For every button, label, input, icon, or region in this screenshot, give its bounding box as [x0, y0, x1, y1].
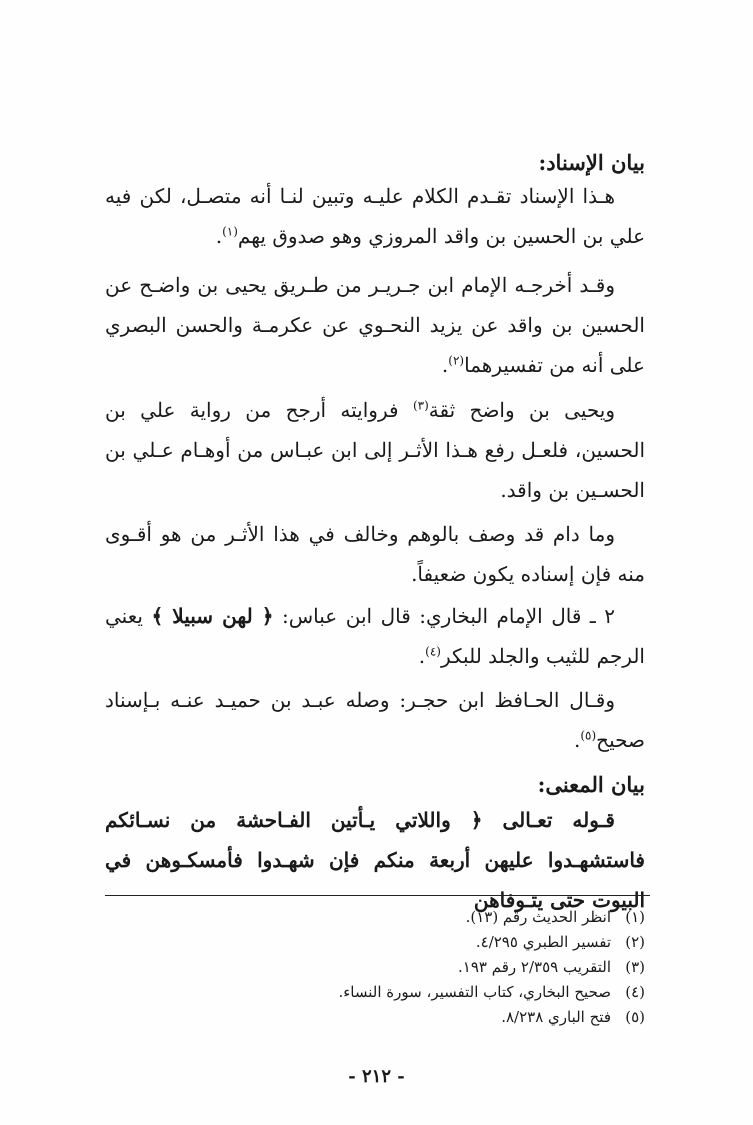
- paragraph-4-text: وما دام قد وصف بالوهم وخالف في هذا الأثـر من هو أقـوى منه فإن إسناده يكون ضعيفاً.: [105, 522, 645, 586]
- footnote-5-text: فتح الباري ٨/٢٣٨.: [501, 1008, 611, 1026]
- footnote-1-text: انظر الحديث رقم (١٣).: [465, 908, 611, 926]
- paragraph-2: وقـد أخرجـه الإمام ابن جـريـر من طـريق يحيى بن واضـح عن الحسين بن واقد عن يزيد النحـوي عن عكرمـة والحسن البصري على أنه من تفسيرهما$^{(٢)}$.: [105, 273, 645, 377]
- paragraph-3-text-b: فروايته أرجح من رواية علي بن الحسين، فلعـل رفع هـذا الأثـر إلى ابن عبـاس من أوهـام عـلي بن الحسـين بن واقد.: [105, 398, 645, 502]
- meaning-section: [105, 768, 645, 802]
- footnote-4: [100, 980, 645, 1005]
- footnotes: [100, 905, 645, 1030]
- footnote-divider: [105, 895, 650, 896]
- footnote-ref-5[interactable]: (٥): [580, 728, 597, 743]
- footnote-ref-2[interactable]: (٢): [448, 353, 465, 368]
- paragraph-2-text: وقـد أخرجـه الإمام ابن جـريـر من طـريق يحيى بن واضـح عن الحسين بن واقد عن يزيد النحـوي عن عكرمـة والحسن البصري على أنه من تفسيرهما: [105, 273, 645, 377]
- quran-verse-quote: ﴿ واللاتي يـأتين الفـاحشة من نسـائكم فاستشهـدوا عليهن أربعة منكم فإن شهـدوا فأمسكـوهن في البيوت حتى يتـوفاهن: [105, 808, 645, 912]
- footnote-ref-4[interactable]: (٤): [425, 644, 441, 659]
- paragraph-1: هـذا الإسناد تقـدم الكلام عليـه وتبين لنـا أنه متصـل، لكن فيه علي بن الحسين بن واقد المروزي وهو صدوق يهم$^{(١)}$.: [105, 184, 645, 248]
- footnote-1: [100, 905, 645, 930]
- paragraph-5-text-a: ٢ ـ قال الإمام البخاري: قال ابن عباس:: [273, 604, 616, 628]
- meaning-heading: بيان المعنى:: [537, 772, 645, 797]
- isnad-heading: بيان الإسناد:: [538, 150, 645, 175]
- footnote-2-text: تفسير الطبري ٤/٢٩٥.: [475, 933, 611, 951]
- paragraph-7-text: قـوله تعـالى: [482, 808, 615, 832]
- paragraph-3: [105, 390, 645, 510]
- paragraph-1-text: هـذا الإسناد تقـدم الكلام عليـه وتبين لنـا أنه متصـل، لكن فيه علي بن الحسين بن واقد المروزي وهو صدوق يهم: [105, 184, 645, 248]
- footnote-3-text: التقريب ٢/٣٥٩ رقم ١٩٣.: [458, 958, 611, 976]
- footnote-ref-3[interactable]: (٣): [412, 398, 429, 413]
- footnote-5: [100, 1005, 645, 1030]
- paragraph-5-text-b: يعني الرجم للثيب والجلد للبكر: [105, 604, 645, 668]
- footnote-4-number: (٤): [625, 983, 645, 1001]
- paragraph-6: وقـال الحـافظ ابن حجـر: وصله عبـد بن حميـد عنـه بـإسناد صحيح$^{(٥)}$.: [105, 688, 645, 752]
- paragraph-3-text-a: ويحيى بن واضح ثقة: [428, 398, 616, 422]
- paragraph-5: ٢ ـ قال الإمام البخاري: قال ابن عباس: ﴿ لهن سبيلا ﴾ يعني الرجم للثيب والجلد للبكر$^{(٤)}$.: [105, 604, 645, 668]
- paragraph-7: [105, 800, 645, 920]
- footnote-3: [100, 955, 645, 980]
- isnad-section: [105, 146, 645, 180]
- page-number: - ٢١٢ -: [348, 1066, 405, 1087]
- footnote-2: [100, 930, 645, 955]
- footnote-4-text: صحيح البخاري، كتاب التفسير، سورة النساء.: [338, 983, 611, 1001]
- footnote-5-number: (٥): [625, 1008, 645, 1026]
- footnote-2-number: (٢): [625, 933, 645, 951]
- footnote-ref-1[interactable]: (١): [222, 224, 238, 239]
- footnote-1-number: (١): [625, 908, 645, 926]
- footnote-3-number: (٣): [625, 958, 645, 976]
- quran-quote: ﴿ لهن سبيلا ﴾: [151, 604, 274, 628]
- paragraph-4: [105, 514, 645, 594]
- paragraph-6-text: وقـال الحـافظ ابن حجـر: وصله عبـد بن حميـد عنـه بـإسناد صحيح: [105, 688, 645, 752]
